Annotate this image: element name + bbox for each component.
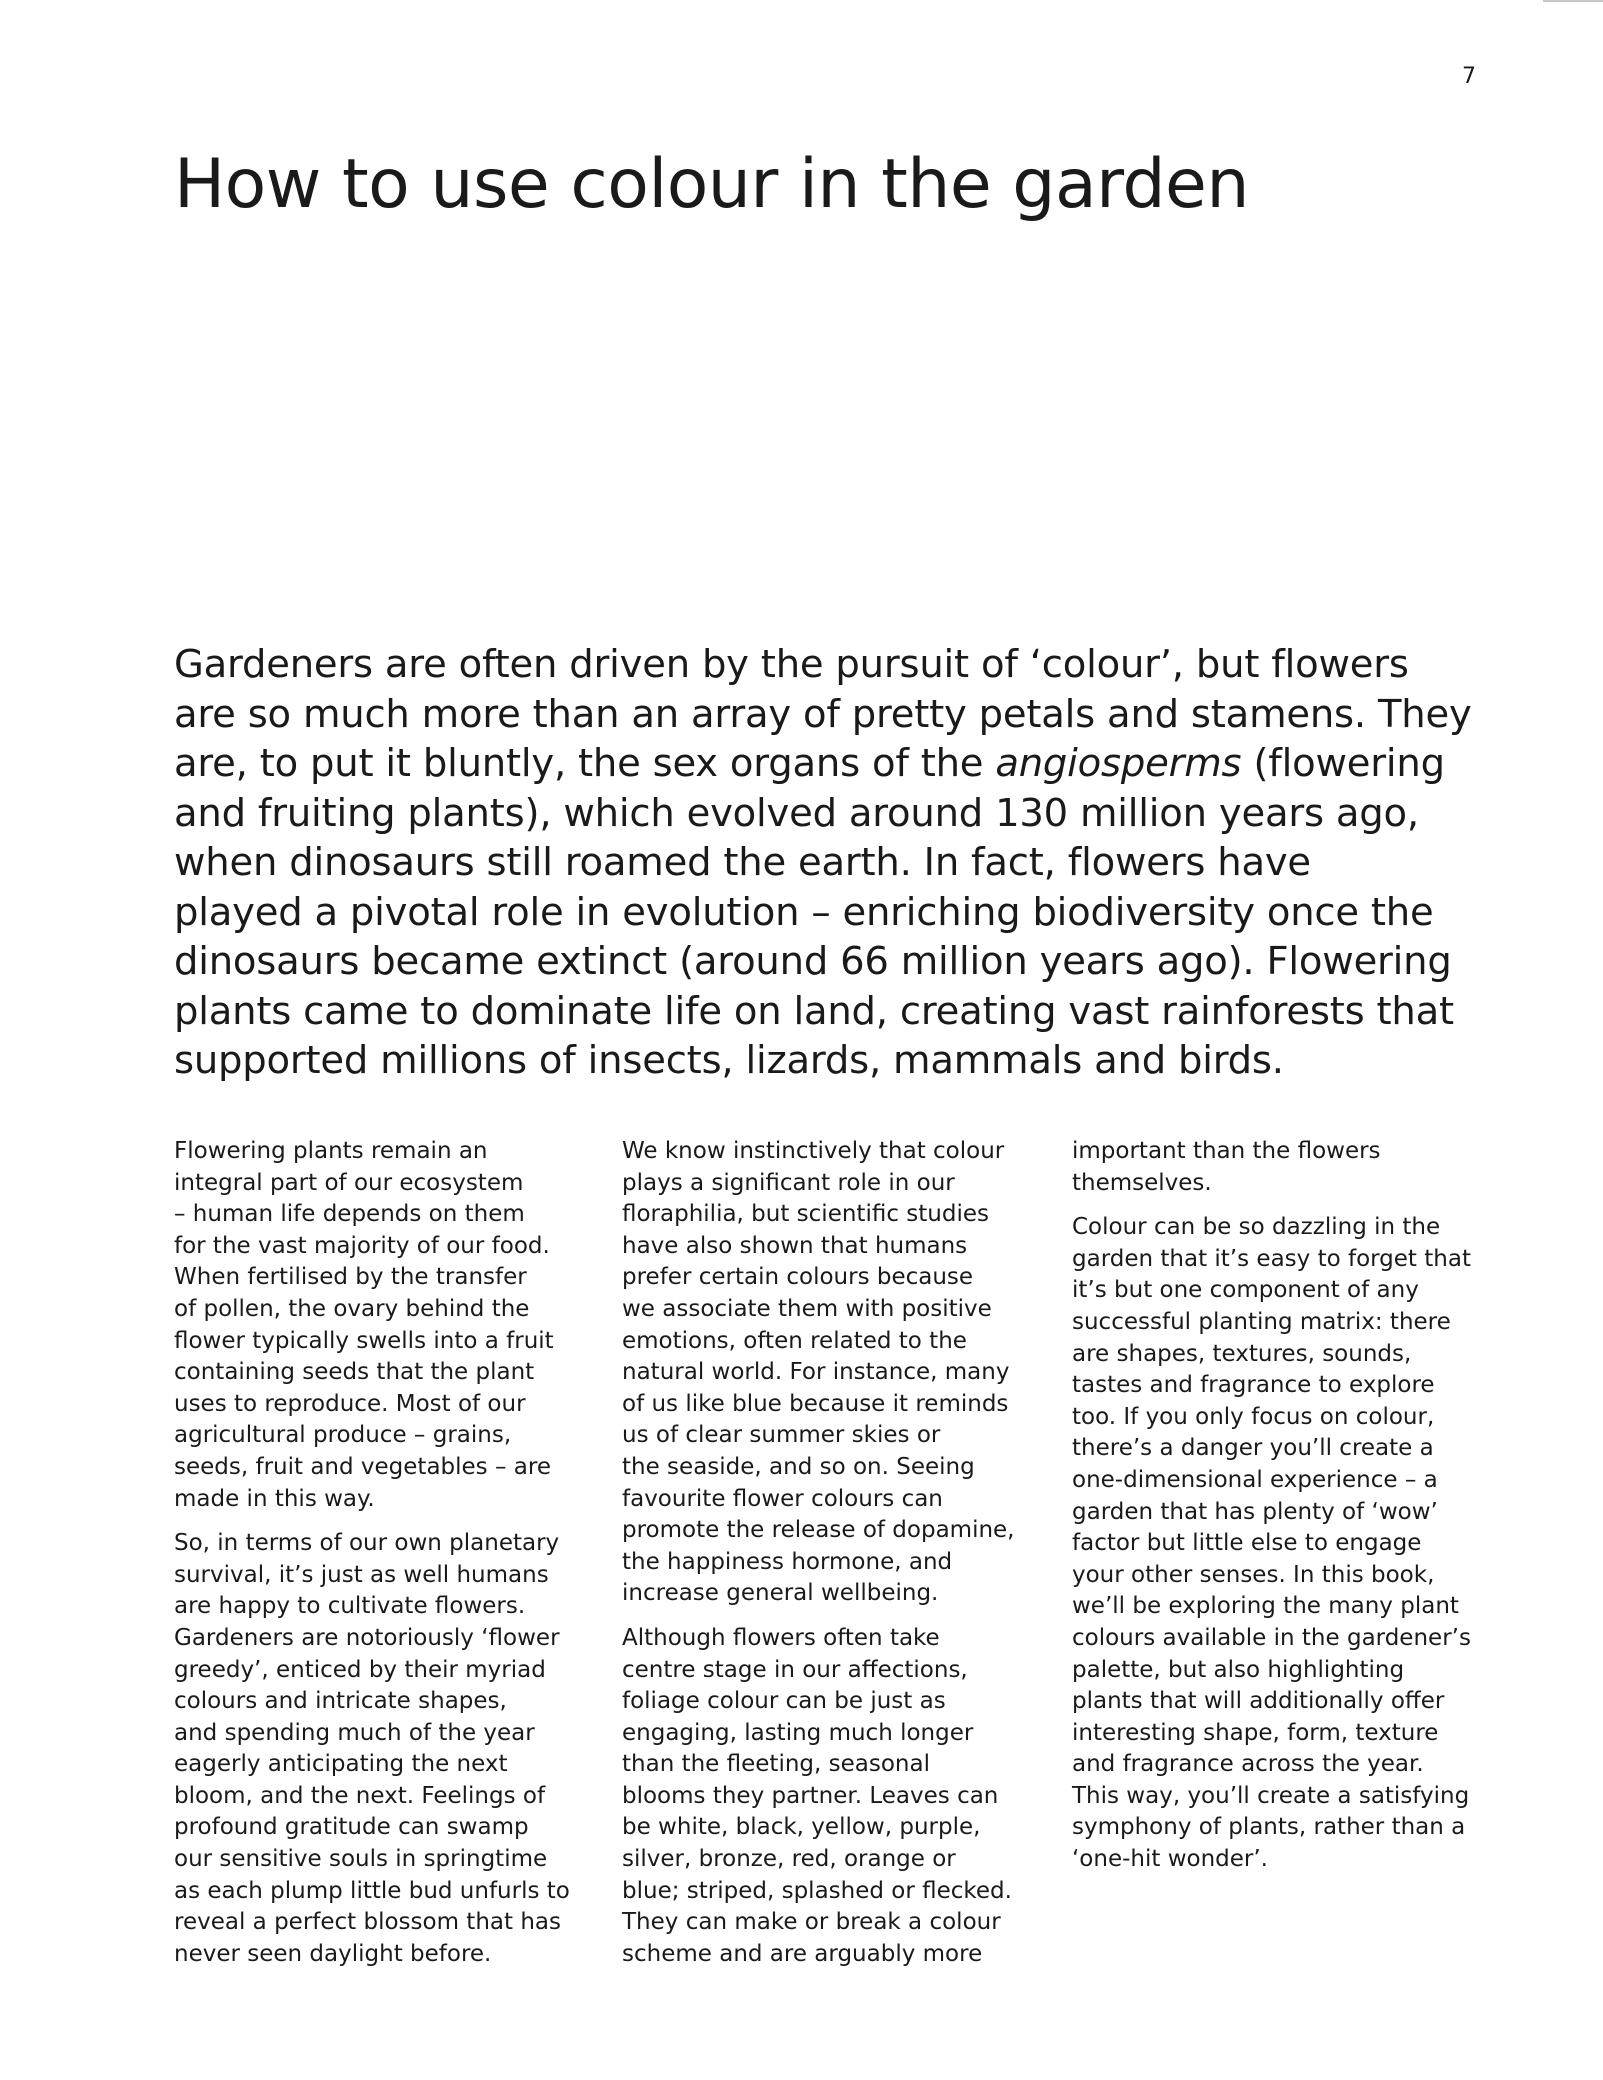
body-line: successful planting matrix: there: [1072, 1308, 1451, 1335]
body-column-3: [1072, 1136, 1492, 1889]
body-line: there’s a danger you’ll create a: [1072, 1435, 1434, 1462]
body-line: favourite flower colours can: [622, 1485, 943, 1512]
page-number: 7: [1462, 64, 1476, 89]
body-line: silver, bronze, red, orange or: [622, 1846, 956, 1873]
body-line: When fertilised by the transfer: [174, 1264, 527, 1291]
body-line: plants that will additionally offer: [1072, 1688, 1445, 1715]
body-line: blue; striped, splashed or flecked.: [622, 1877, 1012, 1904]
body-line: we’ll be exploring the many plant: [1072, 1593, 1459, 1620]
body-line: factor but little else to engage: [1072, 1530, 1422, 1557]
body-line: your other senses. In this book,: [1072, 1561, 1435, 1588]
body-line: symphony of plants, rather than a: [1072, 1814, 1466, 1841]
body-line: Gardeners are notoriously ‘flower: [174, 1624, 560, 1651]
body-line: increase general wellbeing.: [622, 1580, 939, 1607]
body-paragraph: [1072, 1212, 1492, 1875]
body-line: survival, it’s just as well humans: [174, 1561, 549, 1588]
body-line: tastes and fragrance to explore: [1072, 1372, 1435, 1399]
body-line: centre stage in our affections,: [622, 1656, 968, 1683]
body-paragraph: [1072, 1136, 1492, 1199]
body-line: important than the flowers: [1072, 1138, 1381, 1164]
intro-line: played a pivotal role in evolution – enriching biodiversity once the: [174, 889, 1434, 935]
body-line: are happy to cultivate flowers.: [174, 1593, 526, 1620]
body-line: bloom, and the next. Feelings of: [174, 1782, 546, 1809]
body-line: the happiness hormone, and: [622, 1548, 953, 1575]
body-line: integral part of our ecosystem: [174, 1169, 524, 1196]
body-line: are shapes, textures, sounds,: [1072, 1340, 1412, 1367]
body-line: They can make or break a colour: [622, 1909, 1001, 1936]
body-line: ‘one-hit wonder’.: [1072, 1846, 1268, 1873]
intro-line: [174, 739, 1494, 789]
body-line: prefer certain colours because: [622, 1264, 974, 1291]
intro-line-start: are, to put it bluntly, the sex organs of the: [174, 741, 996, 786]
body-line: natural world. For instance, many: [622, 1359, 1010, 1386]
body-line: engaging, lasting much longer: [622, 1719, 974, 1746]
intro-line: are so much more than an array of pretty petals and stamens. They: [174, 691, 1472, 737]
page-title: How to use colour in the garden: [174, 145, 1249, 224]
body-line: greedy’, enticed by their myriad: [174, 1656, 546, 1683]
intro-line: Gardeners are often driven by the pursuit of ‘colour’, but flowers: [174, 642, 1409, 687]
body-line: uses to reproduce. Most of our: [174, 1390, 526, 1417]
body-line: themselves.: [1072, 1169, 1212, 1196]
body-line: than the fleeting, seasonal: [622, 1751, 930, 1778]
body-line: So, in terms of our own planetary: [174, 1530, 560, 1557]
body-line: foliage colour can be just as: [622, 1688, 946, 1715]
body-line: plays a significant role in our: [622, 1169, 955, 1196]
body-paragraph: [174, 1136, 594, 1515]
body-line: – human life depends on them: [174, 1201, 525, 1228]
top-edge-rule: [1543, 0, 1603, 2]
body-line: made in this way.: [174, 1485, 375, 1512]
body-line: our sensitive souls in springtime: [174, 1846, 548, 1873]
body-line: we associate them with positive: [622, 1295, 992, 1322]
body-line: Colour can be so dazzling in the: [1072, 1214, 1441, 1241]
body-line: promote the release of dopamine,: [622, 1517, 1015, 1544]
intro-line: plants came to dominate life on land, creating vast rainforests that: [174, 988, 1454, 1034]
body-line: profound gratitude can swamp: [174, 1814, 529, 1841]
body-line: of pollen, the ovary behind the: [174, 1295, 530, 1322]
body-line: and spending much of the year: [174, 1719, 535, 1746]
body-line: Although flowers often take: [622, 1624, 940, 1651]
body-line: have also shown that humans: [622, 1232, 968, 1259]
body-line: Flowering plants remain an: [174, 1138, 488, 1164]
body-line: never seen daylight before.: [174, 1940, 492, 1967]
body-line: palette, but also highlighting: [1072, 1656, 1405, 1683]
intro-line: and fruiting plants), which evolved around 130 million years ago,: [174, 790, 1419, 836]
body-line: garden that it’s easy to forget that: [1072, 1245, 1471, 1272]
body-line: too. If you only focus on colour,: [1072, 1403, 1435, 1430]
intro-italic-term: angiosperms: [995, 741, 1242, 786]
body-paragraph: [622, 1623, 1042, 1971]
intro-line: supported millions of insects, lizards, mammals and birds.: [174, 1038, 1284, 1083]
body-paragraph: [622, 1136, 1042, 1610]
body-line: of us like blue because it reminds: [622, 1390, 1009, 1417]
body-line: colours available in the gardener’s: [1072, 1624, 1471, 1651]
body-line: colours and intricate shapes,: [174, 1688, 507, 1715]
body-line: interesting shape, form, texture: [1072, 1719, 1439, 1746]
intro-line: dinosaurs became extinct (around 66 million years ago). Flowering: [174, 939, 1452, 984]
body-line: This way, you’ll create a satisfying: [1072, 1782, 1470, 1809]
body-line: as each plump little bud unfurls to: [174, 1877, 570, 1904]
body-line: the seaside, and so on. Seeing: [622, 1453, 975, 1480]
body-line: containing seeds that the plant: [174, 1359, 535, 1386]
body-line: We know instinctively that colour: [622, 1138, 1005, 1164]
body-line: blooms they partner. Leaves can: [622, 1782, 999, 1809]
body-line: one-dimensional experience – a: [1072, 1466, 1438, 1493]
body-line: it’s but one component of any: [1072, 1277, 1419, 1304]
body-line: garden that has plenty of ‘wow’: [1072, 1498, 1438, 1525]
body-line: seeds, fruit and vegetables – are: [174, 1453, 551, 1480]
intro-paragraph: [174, 640, 1494, 1086]
body-line: scheme and are arguably more: [622, 1940, 983, 1967]
body-line: for the vast majority of our food.: [174, 1232, 550, 1259]
body-line: flower typically swells into a fruit: [174, 1327, 554, 1354]
body-paragraph: [174, 1528, 594, 1970]
intro-line: when dinosaurs still roamed the earth. In fact, flowers have: [174, 840, 1311, 885]
body-column-2: [622, 1136, 1042, 1983]
body-line: eagerly anticipating the next: [174, 1751, 508, 1778]
body-line: us of clear summer skies or: [622, 1422, 941, 1449]
body-line: be white, black, yellow, purple,: [622, 1814, 981, 1841]
body-line: floraphilia, but scientific studies: [622, 1201, 989, 1228]
body-line: and fragrance across the year.: [1072, 1751, 1424, 1778]
body-column-1: [174, 1136, 594, 1983]
intro-line-end: (flowering: [1241, 741, 1445, 786]
body-line: emotions, often related to the: [622, 1327, 967, 1354]
body-line: reveal a perfect blossom that has: [174, 1909, 561, 1936]
body-line: agricultural produce – grains,: [174, 1422, 512, 1449]
